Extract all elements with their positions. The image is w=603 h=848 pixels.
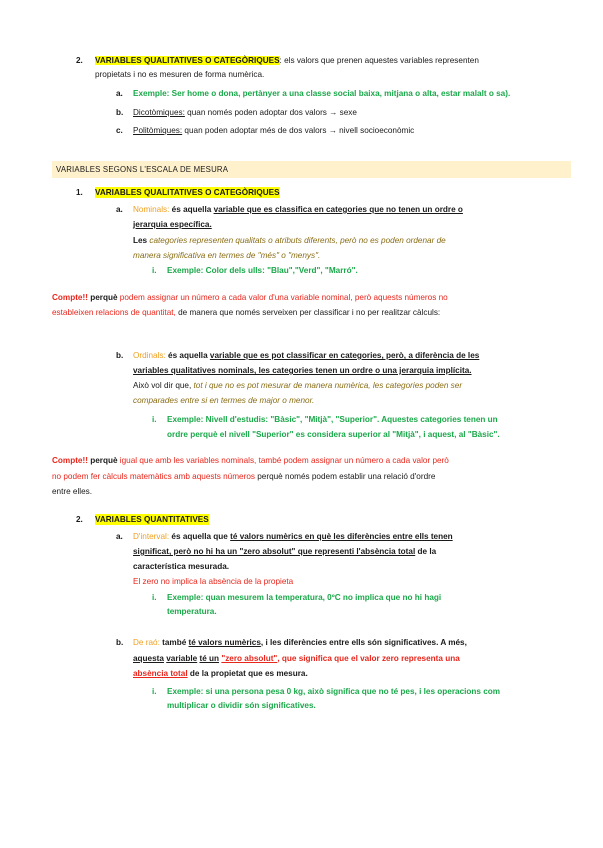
list-number: 2. [76, 56, 83, 65]
interval-example-2: temperatura. [167, 607, 217, 616]
compte-2-line-3: entre elles. [52, 487, 93, 496]
interval-rest: de la [415, 547, 437, 556]
ordinal-line-1 [133, 350, 479, 361]
ratio-term: De raó: [133, 638, 160, 647]
intro-line-2: propietats i no es mesuren de forma numèrica. [95, 70, 265, 79]
nominal-line-1 [133, 204, 463, 215]
polytomous-text: quan poden adoptar més de dos valors → nivell socioeconòmic [182, 126, 415, 135]
nominal-plain: és aquella [169, 205, 214, 214]
ratio-line-1 [133, 637, 467, 648]
heading-qualitative-2: VARIABLES QUALITATIVES O CATEGÒRIQUES [95, 188, 280, 197]
item-label-b: b. [116, 351, 124, 360]
ratio-example-1: Exemple: si una persona pesa 0 kg, això significa que no té pes, i les operacions com [167, 687, 501, 696]
interval-zero-note: El zero no implica la absència de la propieta [133, 577, 294, 586]
list-number: 1. [76, 188, 83, 197]
dichotomous-term: Dicotòmiques: [133, 108, 185, 117]
heading-qualitative: VARIABLES QUALITATIVES O CATEGÒRIQUES [95, 56, 280, 65]
ordinal-italic-1: tot i que no es pot mesurar de manera numèrica, les categories poden ser [193, 381, 463, 390]
ordinal-example-1: Exemple: Nivell d'estudis: "Bàsic", "Mitjà", "Superior". Aquestes categories tenen un [167, 415, 498, 424]
compte-2-line-1 [52, 455, 449, 466]
interval-term: D'interval: [133, 532, 170, 541]
item-label-c: c. [116, 126, 123, 135]
ratio-example-2: multiplicar o dividir són significatives. [167, 701, 316, 710]
intro-line-1 [95, 55, 479, 66]
ordinal-line-3 [133, 380, 462, 391]
interval-definition-2: significat, però no hi ha un "zero absolut" que representi l'absència total [133, 547, 416, 556]
ratio-line-3 [133, 668, 308, 679]
polytomous-term: Politòmiques: [133, 126, 183, 135]
ordinal-line-2: variables qualitatives nominals, les categories tenen un ordre o una jerarquia implícita. [133, 366, 472, 375]
compte-1-line-1 [52, 292, 448, 303]
ratio-red-text: , que significa que el valor zero representa una [277, 654, 460, 663]
polytomous-line [133, 125, 414, 136]
nominal-italic-1: categories representen qualitats o atributs diferents, però no es poden ordenar de [147, 236, 446, 245]
interval-line-2 [133, 546, 436, 557]
ratio-line-2 [133, 653, 460, 664]
interval-line-3: característica mesurada. [133, 562, 230, 571]
example-text: Exemple: Ser home o dona, pertànyer a una classe social baixa, mitjana o alta, estar malalt o sa). [133, 89, 511, 98]
item-label-b: b. [116, 638, 124, 647]
interval-definition: té valors numèrics en què les diferències entre ells tenen [230, 532, 453, 541]
compte-red-text: podem assignar un número a cada valor d'una variable nominal, però aquests números no [119, 293, 448, 302]
nominal-line-3 [133, 235, 446, 246]
ratio-u1: aquesta [133, 654, 164, 663]
roman-label: i. [152, 687, 157, 696]
item-label-b: b. [116, 108, 124, 117]
ordinal-term: Ordinals: [133, 351, 166, 360]
ratio-plain: també [159, 638, 189, 647]
interval-plain: és aquella que [169, 532, 231, 541]
compte-label: Compte!! [52, 456, 88, 465]
roman-label: i. [152, 593, 157, 602]
intro-text: : els valors que prenen aquestes variables representen [279, 56, 479, 65]
heading-quantitative: VARIABLES QUANTITATIVES [95, 515, 209, 524]
ordinal-line-4: comparades entre si en termes de major o menor. [133, 396, 315, 405]
ratio-absencia: absència total [133, 669, 188, 678]
nominal-line-2: jerarquia específica. [133, 220, 212, 229]
ratio-u3: té un [199, 654, 220, 663]
compte-red-text-2: estableixen relacions de quantitat, [52, 308, 176, 317]
ratio-definition: té valors numèrics [188, 638, 261, 647]
nominal-definition: variable que es classifica en categories que no tenen un ordre o [213, 205, 463, 214]
roman-label: i. [152, 415, 157, 424]
ratio-zero-absolut: "zero absolut" [221, 654, 278, 663]
dichotomous-text: quan només poden adoptar dos valors → sexe [184, 108, 357, 117]
interval-example-1: Exemple: quan mesurem la temperatura, 0ºC no implica que no hi hagi [167, 593, 442, 602]
ordinal-plain: és aquella [165, 351, 210, 360]
compte-text: de manera que només serveixen per classificar i no per realitzar càlculs: [175, 308, 441, 317]
compte-red-text: igual que amb les variables nominals, també podem assignar un número a cada valor però [119, 456, 449, 465]
compte-text: perquè només podem establir una relació d'ordre [254, 472, 436, 481]
dichotomous-line [133, 107, 357, 118]
item-label-a: a. [116, 89, 123, 98]
compte-label: Compte!! [52, 293, 88, 302]
ratio-rest: , i les diferències entre ells són significatives. A més, [260, 638, 467, 647]
item-label-a: a. [116, 532, 123, 541]
nominal-example: Exemple: Color dels ulls: "Blau","Verd", "Marró". [167, 266, 358, 275]
compte-perque: perquè [87, 293, 120, 302]
compte-1-line-2 [52, 307, 440, 318]
roman-label: i. [152, 266, 157, 275]
interval-line-1 [133, 531, 453, 542]
compte-perque: perquè [87, 456, 120, 465]
compte-2-line-2 [52, 471, 435, 482]
list-number: 2. [76, 515, 83, 524]
ordinal-example-2: ordre perquè el nivell "Superior" es considera superior al "Mitjà", i aquest, al "Bàsic". [167, 430, 500, 439]
nominal-term: Nominals: [133, 205, 170, 214]
compte-red-text-2: no podem fer càlculs matemàtics amb aquests números [52, 472, 255, 481]
section-title: VARIABLES SEGONS L'ESCALA DE MESURA [56, 165, 229, 174]
ratio-u2: variable [166, 654, 198, 663]
ordinal-plain-2: Això vol dir que, [133, 381, 194, 390]
item-label-a: a. [116, 205, 123, 214]
nominal-line-4: manera significativa en termes de "més" o "menys". [133, 251, 321, 260]
ratio-rest-2: de la propietat que es mesura. [187, 669, 308, 678]
ordinal-definition: variable que es pot classificar en categories, però, a diferència de les [209, 351, 480, 360]
nominal-les: Les [133, 236, 148, 245]
